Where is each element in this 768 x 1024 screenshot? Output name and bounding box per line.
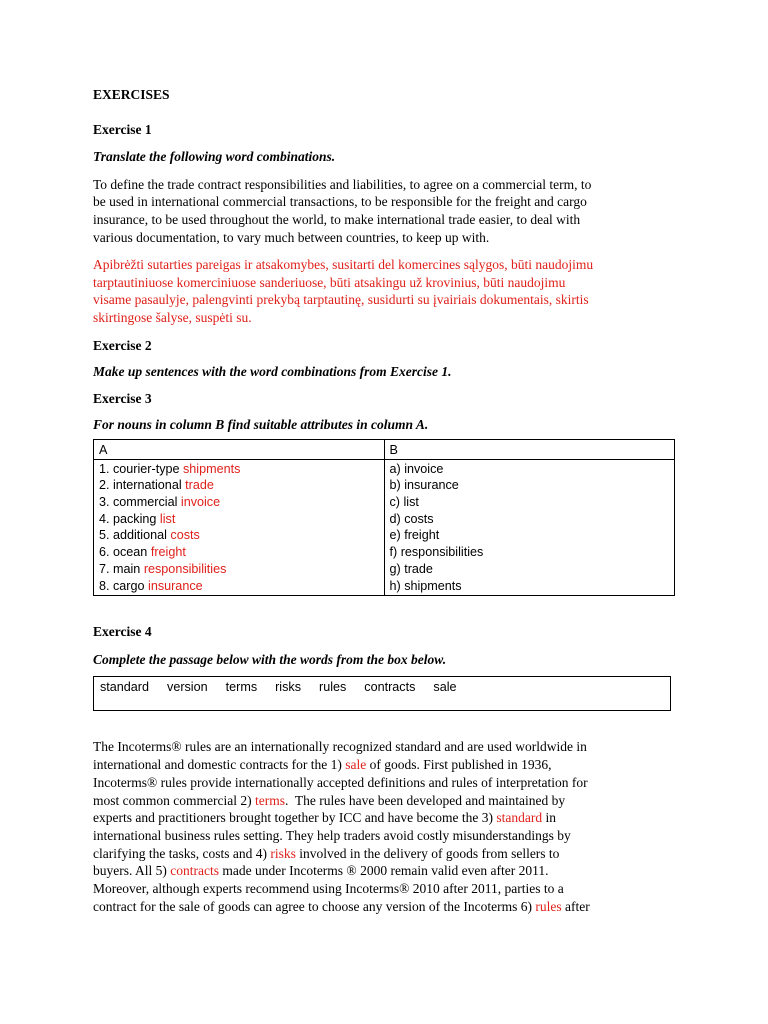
passage-line — [93, 862, 675, 880]
answer-1: sale — [345, 757, 367, 773]
passage-line — [93, 792, 675, 810]
passage-line — [93, 809, 675, 827]
word-box-item: sale — [433, 680, 457, 695]
exercise-1-translation — [93, 256, 675, 326]
column-a-item — [99, 477, 379, 494]
attribute-text: 6. ocean — [99, 545, 151, 560]
passage-text: of goods. First published in 1936, — [366, 757, 552, 773]
passage-text: in — [542, 810, 556, 826]
column-b-item: h) shipments — [389, 578, 462, 593]
word-box-item: risks — [275, 680, 301, 695]
attribute-text: 1. courier-type — [99, 461, 183, 476]
answer-2: terms — [254, 792, 285, 808]
column-a-item — [99, 544, 379, 561]
answer-text: shipments — [183, 461, 241, 476]
column-a-item — [99, 511, 379, 528]
column-a-header: A — [94, 439, 385, 459]
column-a-item — [99, 561, 379, 578]
exercise-3-instruction: For nouns in column B find suitable attributes in column A. — [93, 417, 429, 433]
attribute-text: 2. international — [99, 478, 186, 493]
exercise-3-heading: Exercise 3 — [93, 390, 152, 406]
passage-text: most common commercial 2) — [93, 792, 255, 808]
word-box — [93, 676, 671, 711]
translation-line: visame pasaulyje, palengvinti prekybą tarptautinę, susidurti su įvairiais dokumentais, skirtis — [93, 292, 589, 308]
answer-5: contracts — [170, 863, 219, 879]
passage-text: international and domestic contracts for the 1) — [93, 757, 346, 773]
passage-text: contract for the sale of goods can agree to choose any version of the Incoterms 6) — [93, 898, 536, 914]
exercise-3-table — [93, 439, 675, 596]
column-b-item: d) costs — [389, 511, 434, 526]
column-b-item: b) insurance — [389, 478, 459, 493]
translation-line: tarptautiniuose komerciniuose sanderiuose, būti atsakingu už krovinius, būti naudojimu — [93, 274, 566, 290]
document-page — [93, 86, 675, 915]
column-b-header: B — [384, 439, 675, 459]
table-header-row — [94, 439, 675, 459]
passage-line: international business rules setting. They help traders avoid costly misunderstandings by — [93, 827, 571, 843]
exercise-1-instruction: Translate the following word combinations. — [93, 149, 336, 165]
exercise-4-passage — [93, 738, 675, 915]
text-line: various documentation, to vary much between countries, to keep up with. — [93, 229, 490, 245]
document-title: EXERCISES — [93, 87, 170, 102]
translation-line: skirtingose šalyse, suspėti su. — [93, 309, 252, 325]
answer-4: risks — [270, 845, 296, 861]
table-body-row — [94, 459, 675, 596]
answer-text: invoice — [180, 495, 221, 510]
column-a-item — [99, 461, 379, 478]
text-line: insurance, to be used throughout the world, to make international trade easier, to deal with — [93, 211, 581, 227]
passage-text: after — [561, 898, 590, 914]
column-b-item: f) responsibilities — [389, 545, 484, 560]
column-a-item — [99, 494, 379, 511]
text-line: be used in international commercial transactions, to be responsible for the freight and cargo — [93, 194, 587, 210]
passage-line — [93, 756, 675, 774]
attribute-text: 3. commercial — [99, 495, 181, 510]
passage-line — [93, 845, 675, 863]
answer-text: responsibilities — [143, 561, 227, 576]
answer-text: freight — [150, 545, 186, 560]
column-b-item: g) trade — [389, 561, 433, 576]
attribute-text: 4. packing — [99, 511, 160, 526]
passage-text: clarifying the tasks, costs and 4) — [93, 845, 271, 861]
answer-text: trade — [185, 478, 214, 493]
passage-line — [93, 898, 675, 916]
word-box-item: standard — [100, 680, 150, 695]
attribute-text: 5. additional — [99, 528, 171, 543]
answer-text: insurance — [148, 578, 203, 593]
word-box-item: version — [167, 680, 208, 695]
answer-3: standard — [496, 810, 543, 826]
passage-text: . The rules have been developed and maintained by — [284, 792, 566, 808]
passage-line: Moreover, although experts recommend using Incoterms® 2010 after 2011, parties to a — [93, 881, 564, 897]
attribute-text: 8. cargo — [99, 578, 149, 593]
exercise-1-heading: Exercise 1 — [93, 121, 152, 137]
exercise-1-text — [93, 176, 675, 246]
word-box-item: terms — [225, 680, 258, 695]
passage-text: experts and practitioners brought together by ICC and have become the 3) — [93, 810, 497, 826]
exercise-2-instruction: Make up sentences with the word combinations from Exercise 1. — [93, 364, 452, 380]
word-box-item: contracts — [364, 680, 416, 695]
answer-text: list — [159, 511, 176, 526]
translation-line: Apibrėžti sutarties pareigas ir atsakomybes, susitarti del komercines sąlygos, būti naudojimu — [93, 257, 594, 273]
passage-text: made under Incoterms ® 2000 remain valid even after 2011. — [218, 863, 549, 879]
column-a-item — [99, 527, 379, 544]
column-b-item: a) invoice — [389, 461, 444, 476]
passage-line: Incoterms® rules provide internationally accepted definitions and rules of interpretation for — [93, 774, 588, 790]
column-a-item — [99, 578, 379, 595]
column-b-item: c) list — [389, 495, 419, 510]
passage-text: buyers. All 5) — [93, 863, 171, 879]
exercise-4-instruction: Complete the passage below with the words from the box below. — [93, 651, 447, 667]
column-b-item: e) freight — [389, 528, 440, 543]
column-b-list — [384, 459, 675, 596]
answer-6: rules — [535, 898, 562, 914]
answer-text: costs — [170, 528, 200, 543]
exercise-2-heading: Exercise 2 — [93, 337, 152, 353]
word-box-item: rules — [319, 680, 347, 695]
column-a-list — [94, 459, 385, 596]
passage-text: involved in the delivery of goods from sellers to — [295, 845, 560, 861]
passage-line: The Incoterms® rules are an internationally recognized standard and are used worldwide in — [93, 739, 587, 755]
attribute-text: 7. main — [99, 561, 144, 576]
exercise-4-heading: Exercise 4 — [93, 624, 152, 640]
text-line: To define the trade contract responsibilities and liabilities, to agree on a commercial term, to — [93, 176, 592, 192]
